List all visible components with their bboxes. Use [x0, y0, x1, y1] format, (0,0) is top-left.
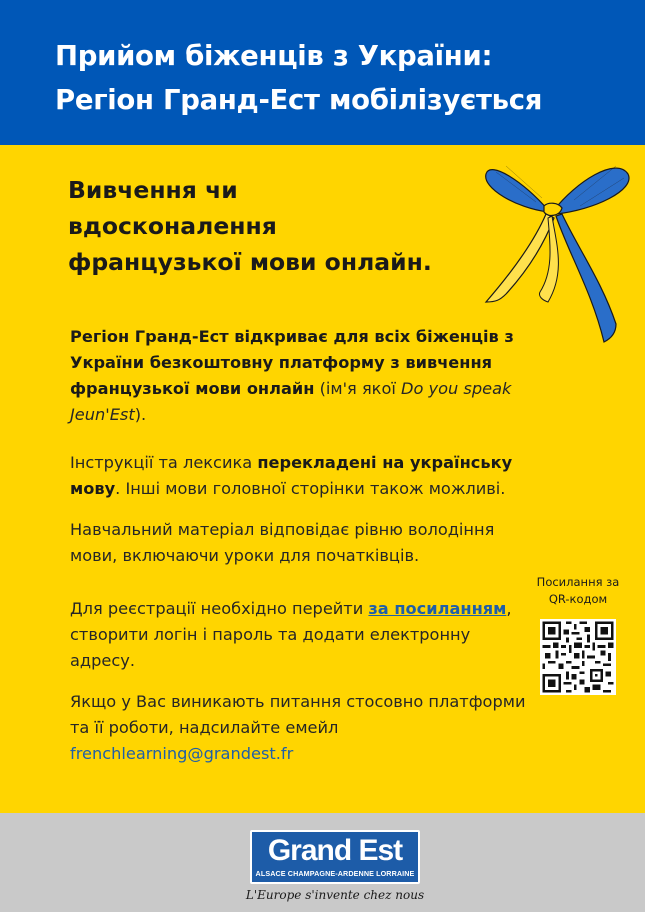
- registration-end: , створити логін і пароль та додати електронну адресу.: [70, 599, 512, 670]
- registration-start: Для реєстрації необхідно перейти: [70, 599, 369, 618]
- logo-text: Grand Est: [267, 834, 403, 867]
- paragraph-registration: [70, 596, 540, 674]
- platform-name: Do you speak Jeun'Est: [70, 379, 512, 424]
- contact-email-link[interactable]: frenchlearning@grandest.fr: [70, 744, 294, 763]
- level-text: Навчальний матеріал відповідає рівню володіння мови, включаючи уроки для початківців.: [70, 520, 495, 565]
- qr-caption: Посилання за QR-кодом: [536, 575, 620, 606]
- subtitle-line-1: Вивчення чи: [68, 176, 238, 204]
- slogan: L'Europe s'invente chez nous: [245, 888, 425, 902]
- subtitle-line-2: вдосконалення: [68, 212, 277, 240]
- header-banner: [0, 0, 645, 145]
- title-line-1: Прийом біженців з України:: [55, 40, 493, 72]
- subtitle-line-3: французької мови онлайн.: [68, 248, 432, 276]
- title-line-2: Регіон Гранд-Ест мобілізується: [55, 84, 543, 116]
- translation-bold: перекладені на українську мову: [70, 453, 513, 498]
- paragraph-translation: [70, 450, 540, 502]
- grand-est-logo: [250, 830, 420, 884]
- paragraph-level: [70, 517, 540, 569]
- platform-normal-text: (ім'я якої: [314, 379, 402, 398]
- platform-end-text: ).: [134, 405, 147, 424]
- logo-subtext: ALSACE CHAMPAGNE-ARDENNE LORRAINE: [255, 869, 415, 878]
- paragraph-platform: [70, 324, 540, 428]
- registration-link[interactable]: за посиланням: [368, 599, 507, 618]
- contact-text: Якщо у Вас виникають питання стосовно платформи та її роботи, надсилайте емейл: [70, 692, 526, 737]
- platform-bold-text: Регіон Гранд-Ест відкриває для всіх біженців з України безкоштовну платформу з вивчення французької мови онлайн: [70, 327, 514, 398]
- ribbon-bow-icon: [476, 152, 636, 347]
- translation-start: Інструкції та лексика: [70, 453, 258, 472]
- section-subtitle: [68, 172, 468, 280]
- paragraph-contact: [70, 689, 540, 767]
- qr-code-icon[interactable]: [540, 619, 616, 695]
- page-title: [55, 34, 635, 122]
- translation-end: . Інші мови головної сторінки також можливі.: [115, 479, 506, 498]
